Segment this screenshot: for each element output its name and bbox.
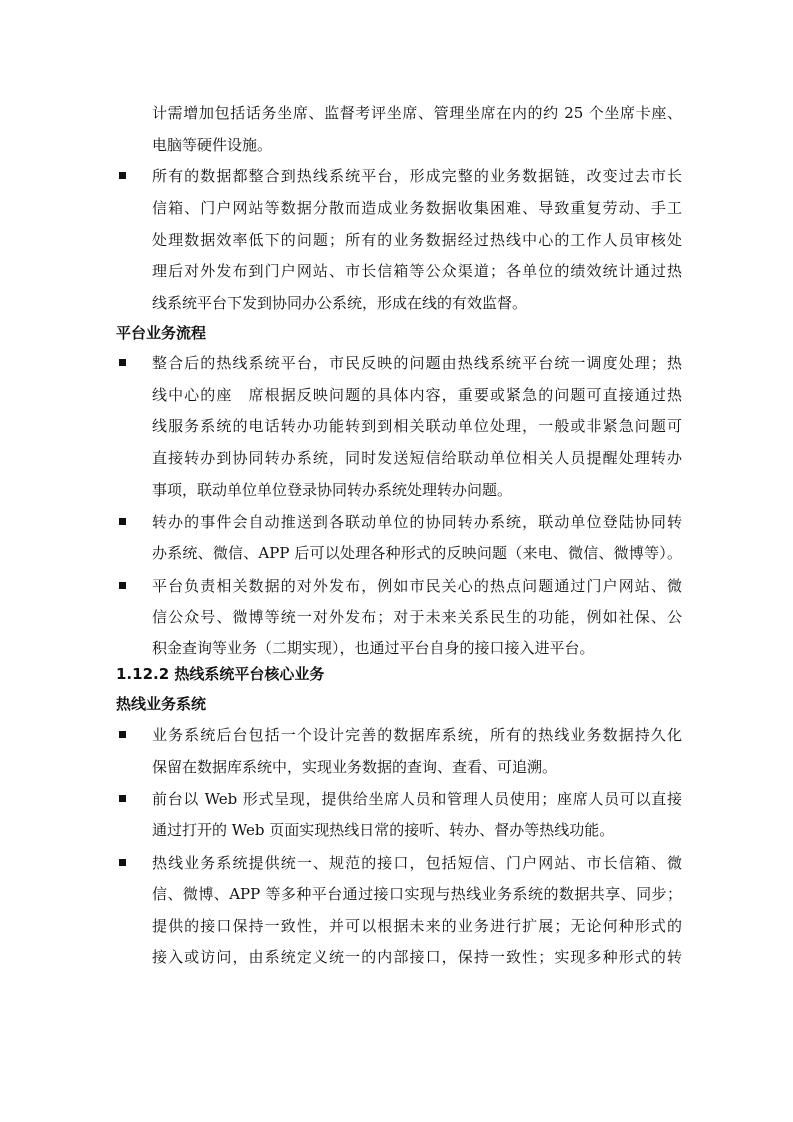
paragraph-line: 线服务系统的电话转办功能转到到相关联动单位处理，一般或非紧急问题可 [152,417,682,435]
paragraph-line: 办系统、微信、APP 后可以处理各种形式的反映问题（来电、微信、微博等）。 [152,544,682,562]
section-heading: 平台业务流程 [116,324,207,342]
paragraph-line: 理后对外发布到门户网站、市长信箱等公众渠道；各单位的绩效统计通过热 [152,262,682,280]
bullet-icon [119,582,126,589]
bullet-icon [119,518,126,525]
paragraph-line: 所有的数据都整合到热线系统平台，形成完整的业务数据链，改变过去市长 [152,167,682,185]
paragraph-line: 信、微博、APP 等多种平台通过接口实现与热线业务系统的数据共享、同步； [152,885,682,903]
bullet-icon [119,731,126,738]
section-heading: 1.12.2 热线系统平台核心业务 [116,665,325,683]
paragraph-line: 通过打开的 Web 页面实现热线日常的接听、转办、督办等热线功能。 [152,821,615,839]
paragraph-line: 接入或访问，由系统定义统一的内部接口，保持一致性；实现多种形式的转 [152,948,682,966]
paragraph-line: 信公众号、微博等统一对外发布；对于未来关系民生的功能，例如社保、公 [152,608,682,626]
paragraph-line: 处理数据效率低下的问题；所有的业务数据经过热线中心的工作人员审核处 [152,231,682,249]
paragraph-line: 提供的接口保持一致性，并可以根据未来的业务进行扩展；无论何种形式的 [152,917,682,935]
paragraph-line: 积金查询等业务（二期实现），也通过平台自身的接口接入进平台。 [152,639,595,657]
paragraph-line: 转办的事件会自动推送到各联动单位的协同转办系统，联动单位登陆协同转 [152,513,682,531]
paragraph-line: 线系统平台下发到协同办公系统，形成在线的有效监督。 [152,294,528,312]
paragraph-line: 计需增加包括话务坐席、监督考评坐席、管理坐席在内的约 25 个坐席卡座、 [152,104,682,122]
subsection-heading: 热线业务系统 [116,695,207,713]
paragraph-line: 信箱、门户网站等数据分散而造成业务数据收集困难、导致重复劳动、手工 [152,199,682,217]
bullet-icon [119,359,126,366]
paragraph-line: 前台以 Web 形式呈现，提供给坐席人员和管理人员使用；座席人员可以直接 [152,790,682,808]
paragraph-line: 热线业务系统提供统一、规范的接口，包括短信、门户网站、市长信箱、微 [152,854,682,872]
paragraph-line: 保留在数据库系统中，实现业务数据的查询、查看、可追溯。 [152,758,558,776]
paragraph-line: 事项，联动单位单位登录协同转办系统处理转办问题。 [152,481,513,499]
paragraph-line: 业务系统后台包括一个设计完善的数据库系统，所有的热线业务数据持久化 [152,726,682,744]
bullet-icon [119,859,126,866]
paragraph-line: 整合后的热线系统平台，市民反映的问题由热线系统平台统一调度处理；热 [152,354,682,372]
bullet-icon [119,795,126,802]
bullet-icon [119,172,126,179]
paragraph-line: 线中心的座 席根据反映问题的具体内容，重要或紧急的问题可直接通过热 [152,386,682,404]
paragraph-line: 平台负责相关数据的对外发布，例如市民关心的热点问题通过门户网站、微 [152,577,682,595]
paragraph-line: 电脑等硬件设施。 [152,136,273,154]
paragraph-line: 直接转办到协同转办系统，同时发送短信给联动单位相关人员提醒处理转办 [152,449,682,467]
